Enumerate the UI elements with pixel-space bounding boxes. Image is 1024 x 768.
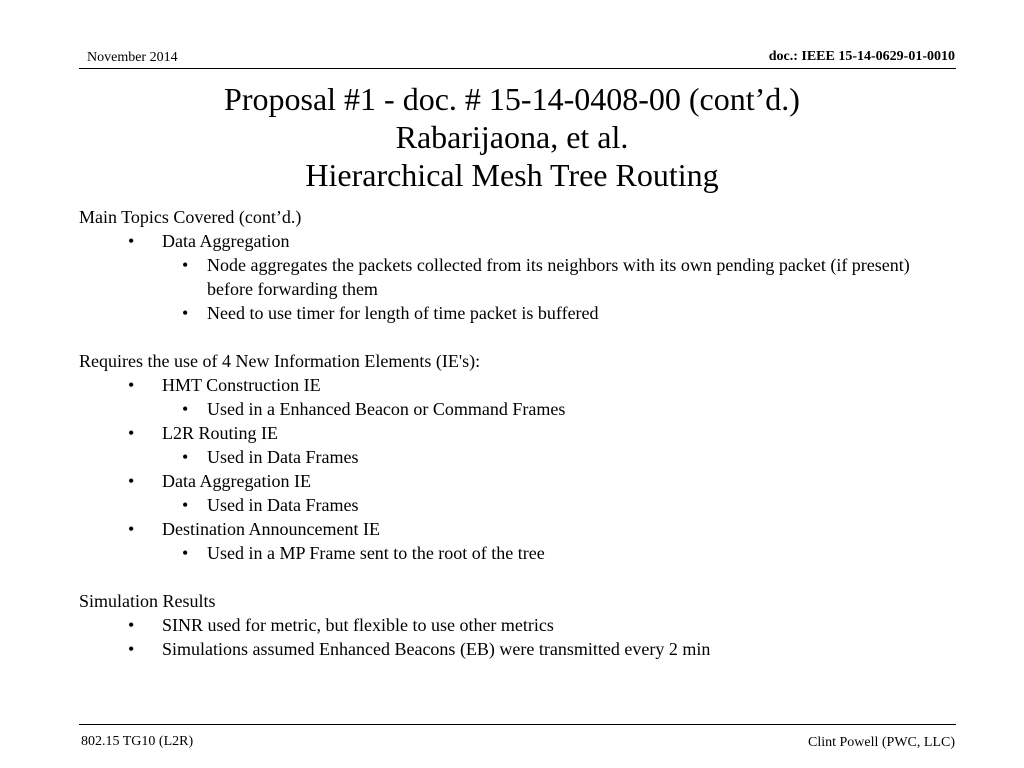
footer-divider [79, 724, 956, 725]
title-line-1: Proposal #1 - doc. # 15-14-0408-00 (cont’d.) [224, 81, 800, 117]
slide-body [79, 205, 959, 661]
bullet-glyph: • [128, 375, 135, 395]
header-date: November 2014 [87, 50, 178, 65]
sub-bullet-text: Used in a Enhanced Beacon or Command Frames [207, 399, 566, 419]
sub-bullet-text: Need to use timer for length of time packet is buffered [207, 303, 599, 323]
title-line-2: Rabarijaona, et al. [395, 119, 629, 155]
sub-bullet-text: Used in Data Frames [207, 447, 359, 467]
sub-bullet-item [79, 445, 959, 469]
bullet-text: Destination Announcement IE [162, 519, 380, 539]
sub-bullet-item [79, 493, 959, 517]
slide-title [0, 80, 1024, 194]
bullet-glyph: • [182, 447, 189, 467]
bullet-glyph: • [128, 231, 135, 251]
bullet-glyph: • [128, 519, 135, 539]
bullet-item [79, 373, 959, 397]
bullet-glyph: • [182, 543, 189, 563]
sub-bullet-text: Node aggregates the packets collected from its neighbors with its own pending packet (if present) before forwarding them [207, 255, 910, 299]
bullet-item [79, 613, 959, 637]
bullet-text: L2R Routing IE [162, 423, 278, 443]
bullet-text: HMT Construction IE [162, 375, 321, 395]
bullet-glyph: • [182, 303, 189, 323]
footer-author: Clint Powell (PWC, LLC) [808, 735, 955, 750]
bullet-item [79, 637, 959, 661]
sub-bullet-item [79, 301, 959, 325]
bullet-item [79, 517, 959, 541]
section-heading-main-topics: Main Topics Covered (cont’d.) [79, 207, 302, 227]
sub-bullet-item [79, 541, 959, 565]
bullet-glyph: • [128, 639, 135, 659]
bullet-item [79, 469, 959, 493]
paragraph-spacer [79, 565, 959, 589]
paragraph-spacer [79, 325, 959, 349]
section-heading-new-ies: Requires the use of 4 New Information Elements (IE's): [79, 351, 481, 371]
bullet-glyph: • [128, 615, 135, 635]
bullet-text: Data Aggregation [162, 231, 290, 251]
header-doc-number: doc.: IEEE 15-14-0629-01-0010 [768, 49, 955, 64]
bullet-glyph: • [128, 423, 135, 443]
bullet-item [79, 229, 959, 253]
title-line-3: Hierarchical Mesh Tree Routing [305, 157, 719, 193]
section-heading-simulation-results: Simulation Results [79, 591, 216, 611]
bullet-glyph: • [182, 399, 189, 419]
bullet-text: SINR used for metric, but flexible to use other metrics [162, 615, 554, 635]
bullet-item [79, 421, 959, 445]
footer-group: 802.15 TG10 (L2R) [81, 734, 194, 749]
bullet-glyph: • [128, 471, 135, 491]
bullet-glyph: • [182, 495, 189, 515]
header-divider [79, 68, 956, 69]
sub-bullet-item [79, 253, 959, 301]
sub-bullet-text: Used in Data Frames [207, 495, 359, 515]
bullet-text: Simulations assumed Enhanced Beacons (EB) were transmitted every 2 min [162, 639, 711, 659]
bullet-text: Data Aggregation IE [162, 471, 311, 491]
sub-bullet-item [79, 397, 959, 421]
bullet-glyph: • [182, 255, 189, 275]
sub-bullet-text: Used in a MP Frame sent to the root of the tree [207, 543, 545, 563]
